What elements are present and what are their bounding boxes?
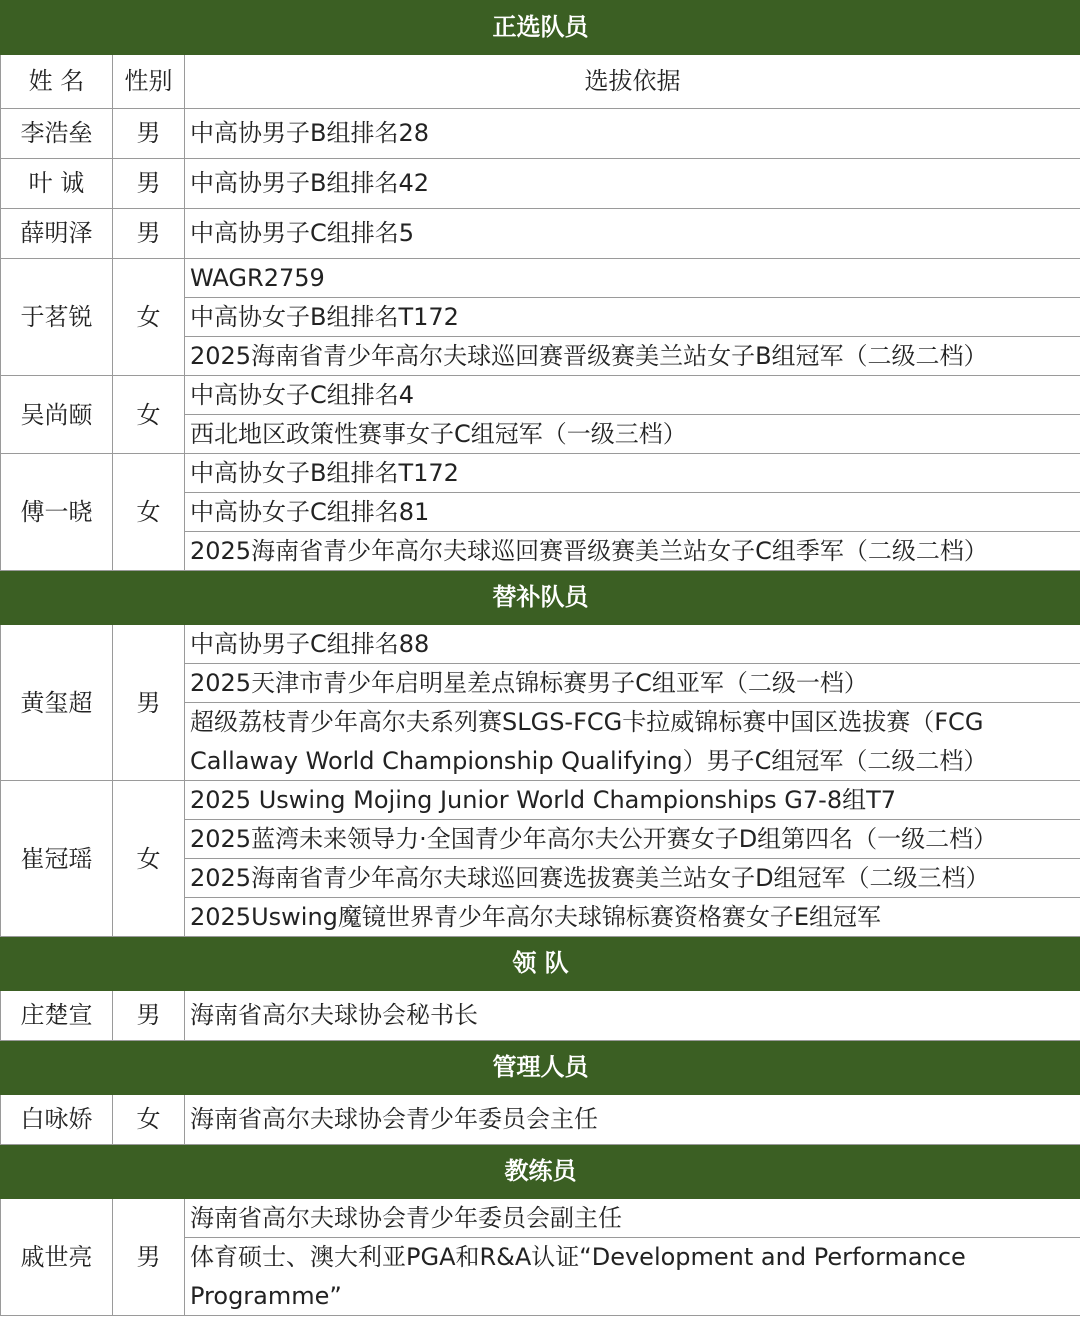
member-role: 海南省高尔夫球协会青少年委员会主任 <box>185 1095 1080 1145</box>
member-name: 庄楚宣 <box>1 991 113 1041</box>
table-row <box>1 991 1080 1041</box>
selection-basis: 2025 Uswing Mojing Junior World Championships G7-8组T7 <box>185 781 1080 820</box>
selection-basis: 中高协男子C组排名5 <box>185 209 1080 259</box>
member-sex: 女 <box>113 781 185 937</box>
selection-basis: 中高协女子C组排名81 <box>185 493 1080 532</box>
member-sex: 男 <box>113 209 185 259</box>
selection-basis: 2025Uswing魔镜世界青少年高尔夫球锦标赛资格赛女子E组冠军 <box>185 898 1080 937</box>
member-name: 叶 诚 <box>1 159 113 209</box>
section-leader <box>1 937 1080 991</box>
section-coach <box>1 1145 1080 1199</box>
header-name: 姓 名 <box>1 55 113 109</box>
table-row <box>1 625 1080 664</box>
member-sex: 男 <box>113 991 185 1041</box>
section-main-players <box>1 1 1080 55</box>
member-sex: 女 <box>113 376 185 454</box>
selection-basis: 2025海南省青少年高尔夫球巡回赛选拔赛美兰站女子D组冠军（二级三档） <box>185 859 1080 898</box>
member-name: 于茗锐 <box>1 259 113 376</box>
member-sex: 男 <box>113 159 185 209</box>
selection-basis: 中高协男子B组排名42 <box>185 159 1080 209</box>
member-name: 崔冠瑶 <box>1 781 113 937</box>
member-role: 体育硕士、澳大利亚PGA和R&A认证“Development and Performance Programme” <box>185 1238 1080 1316</box>
section-manager <box>1 1041 1080 1095</box>
selection-basis: 2025蓝湾未来领导力·全国青少年高尔夫公开赛女子D组第四名（一级二档） <box>185 820 1080 859</box>
member-name: 李浩垒 <box>1 109 113 159</box>
member-sex: 女 <box>113 454 185 571</box>
member-name: 白咏娇 <box>1 1095 113 1145</box>
selection-basis: 中高协女子B组排名T172 <box>185 298 1080 337</box>
column-header-row <box>1 55 1080 109</box>
selection-basis: 2025天津市青少年启明星差点锦标赛男子C组亚军（二级一档） <box>185 664 1080 703</box>
member-name: 傅一晓 <box>1 454 113 571</box>
member-name: 吴尚颐 <box>1 376 113 454</box>
section-title: 领 队 <box>1 937 1080 991</box>
table-row <box>1 259 1080 298</box>
header-basis: 选拔依据 <box>185 55 1080 109</box>
selection-basis: 中高协男子B组排名28 <box>185 109 1080 159</box>
section-title: 替补队员 <box>1 571 1080 625</box>
selection-basis: WAGR2759 <box>185 259 1080 298</box>
table-row <box>1 209 1080 259</box>
header-sex: 性别 <box>113 55 185 109</box>
table-row <box>1 1095 1080 1145</box>
table-row <box>1 1199 1080 1238</box>
member-sex: 男 <box>113 109 185 159</box>
member-name: 薛明泽 <box>1 209 113 259</box>
selection-basis: 西北地区政策性赛事女子C组冠军（一级三档） <box>185 415 1080 454</box>
member-role: 海南省高尔夫球协会秘书长 <box>185 991 1080 1041</box>
member-sex: 女 <box>113 1095 185 1145</box>
table-row <box>1 159 1080 209</box>
selection-basis: 中高协女子C组排名4 <box>185 376 1080 415</box>
section-substitutes <box>1 571 1080 625</box>
table-row <box>1 781 1080 820</box>
selection-basis: 中高协女子B组排名T172 <box>185 454 1080 493</box>
table-row <box>1 454 1080 493</box>
member-sex: 男 <box>113 625 185 781</box>
section-title: 管理人员 <box>1 1041 1080 1095</box>
member-name: 黄玺超 <box>1 625 113 781</box>
member-sex: 男 <box>113 1199 185 1316</box>
table-row <box>1 109 1080 159</box>
selection-basis: 2025海南省青少年高尔夫球巡回赛晋级赛美兰站女子B组冠军（二级二档） <box>185 337 1080 376</box>
member-sex: 女 <box>113 259 185 376</box>
selection-basis: 中高协男子C组排名88 <box>185 625 1080 664</box>
selection-basis: 超级荔枝青少年高尔夫系列赛SLGS-FCG卡拉威锦标赛中国区选拔赛（FCG Callaway World Championship Qualifying）男子C组冠军（二级二档） <box>185 703 1080 781</box>
member-role: 海南省高尔夫球协会青少年委员会副主任 <box>185 1199 1080 1238</box>
member-name: 戚世亮 <box>1 1199 113 1316</box>
table-row <box>1 376 1080 415</box>
section-title: 教练员 <box>1 1145 1080 1199</box>
section-title: 正选队员 <box>1 1 1080 55</box>
selection-basis: 2025海南省青少年高尔夫球巡回赛晋级赛美兰站女子C组季军（二级二档） <box>185 532 1080 571</box>
